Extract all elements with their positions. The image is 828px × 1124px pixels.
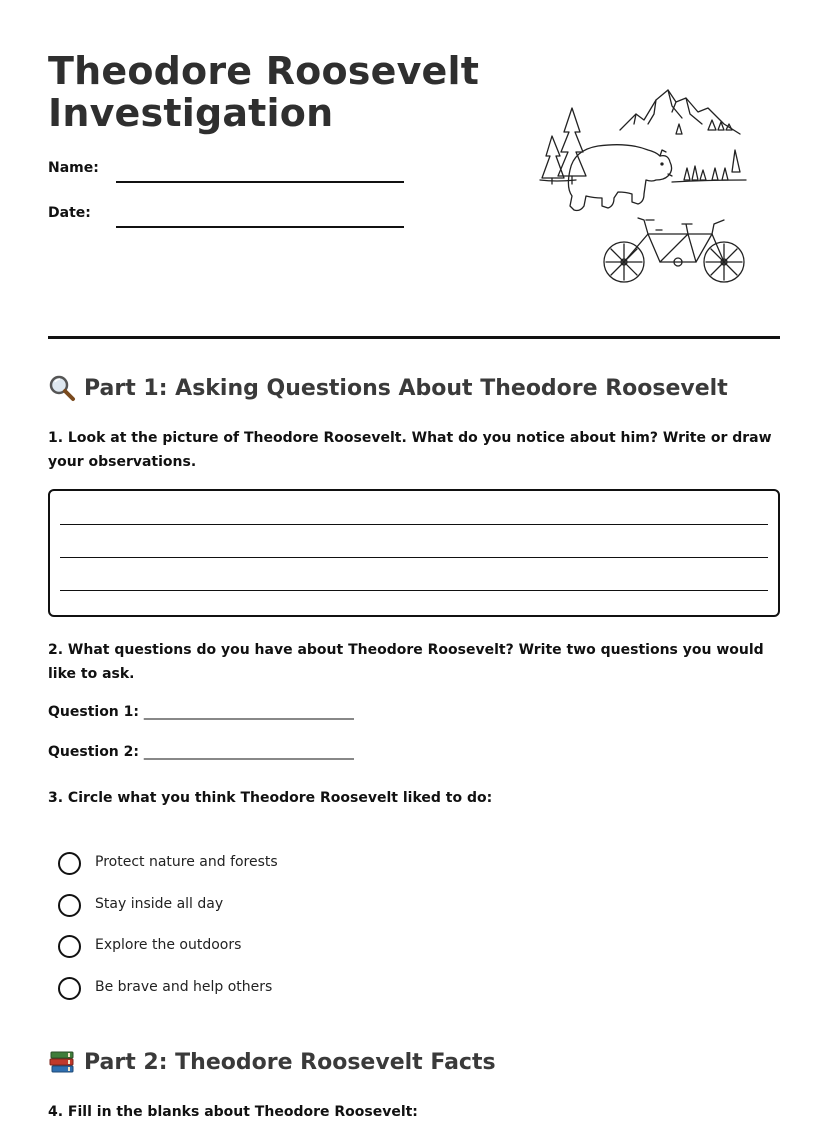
date-field-row [48,205,408,235]
question-2-blank[interactable]: ______________________________ [143,744,354,760]
option-be-brave[interactable] [58,973,558,1015]
option-label: Be brave and help others [95,978,273,995]
part1-heading-text: Part 1: Asking Questions About Theodore Roosevelt [84,375,728,401]
part2-heading-text: Part 2: Theodore Roosevelt Facts [84,1049,496,1075]
answer-line [60,524,768,525]
date-label: Date: [48,205,91,221]
option-stay-inside[interactable] [58,890,558,932]
option-label: Stay inside all day [95,895,224,912]
observation-answer-box[interactable] [48,489,780,617]
option-circle[interactable] [58,935,81,958]
page-title [48,50,518,134]
option-explore-outdoors[interactable] [58,931,558,973]
title-line-2: Investigation [48,91,334,135]
option-label: Explore the outdoors [95,937,242,953]
question-1-blank[interactable]: ______________________________ [143,704,354,720]
question-2-label: Question 2: [48,744,139,760]
option-label: Protect nature and forests [95,854,278,870]
question-1-field[interactable] [48,704,354,720]
name-field-row [48,160,408,190]
option-protect-nature[interactable] [58,848,558,890]
option-circle[interactable] [58,977,81,1000]
answer-line [60,557,768,558]
option-circle[interactable] [58,894,81,917]
question-4: 4. Fill in the blanks about Theodore Roosevelt: [48,1104,418,1120]
name-field[interactable] [116,181,404,183]
title-line-1: Theodore Roosevelt [48,49,480,93]
part2-heading [48,1048,496,1076]
answer-line [60,590,768,591]
question-2-field[interactable] [48,744,354,760]
part1-heading [48,374,728,402]
question-1: 1. Look at the picture of Theodore Roosevelt. What do you notice about him? Write or draw your observations. [48,430,772,470]
name-label: Name: [48,160,99,176]
books-icon [48,1048,76,1076]
question-1-label: Question 1: [48,704,139,720]
worksheet-page [48,0,780,1118]
question-3: 3. Circle what you think Theodore Roosevelt liked to do: [48,790,493,806]
option-circle[interactable] [58,852,81,875]
section-divider [48,336,780,339]
circle-options-list [58,848,558,1014]
magnifying-glass-icon [48,374,76,402]
question-2: 2. What questions do you have about Theodore Roosevelt? Write two questions you would like to ask. [48,642,764,682]
date-field[interactable] [116,226,404,228]
bear-mountains-bicycle-icon [536,84,752,292]
